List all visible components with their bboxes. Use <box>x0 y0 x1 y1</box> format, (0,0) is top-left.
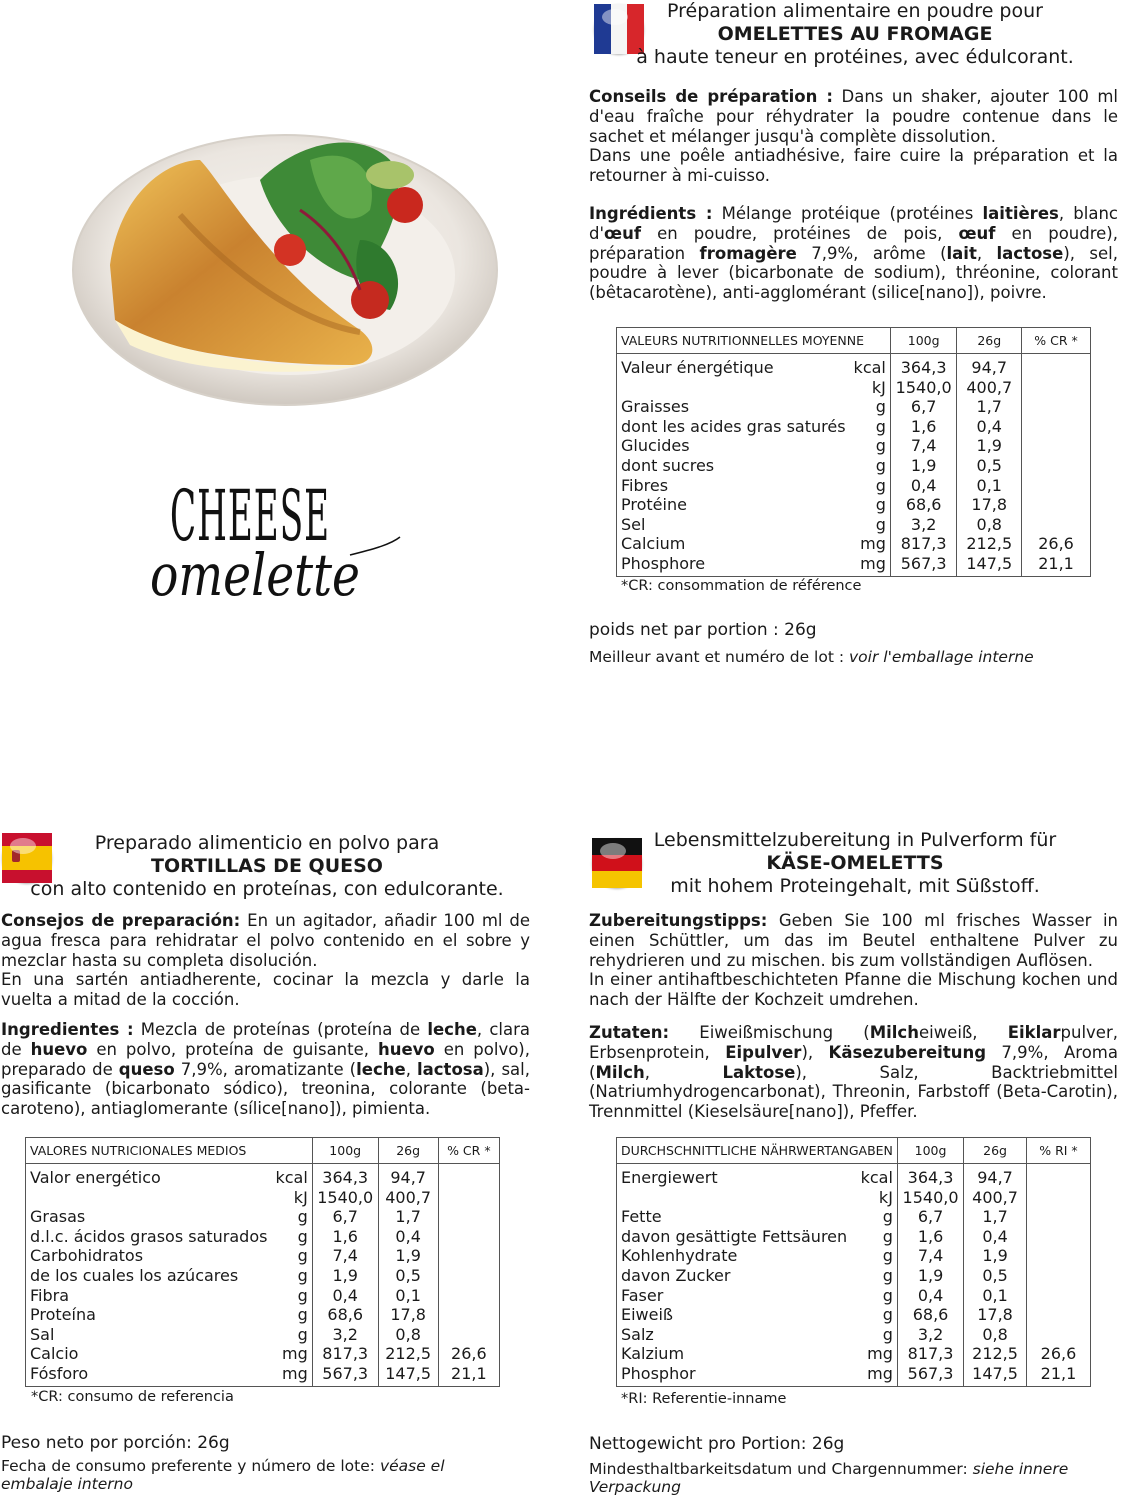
nutrient-unit: g <box>857 1207 898 1227</box>
nutrient-value: 26,6 <box>1022 534 1091 554</box>
allergen-highlight: Eiklar <box>1007 1023 1061 1042</box>
ingredient-text: , <box>405 1059 417 1079</box>
table-row <box>617 534 1091 554</box>
nutrient-name: davon Zucker <box>617 1266 857 1286</box>
nutrient-name: Phosphor <box>617 1364 857 1386</box>
es-best-before: Fecha de consumo preferente y número de lote: véase el embalaje interno <box>1 1457 445 1493</box>
fr-title: Préparation alimentaire en poudre pour OMELETTES AU FROMAGE à haute teneur en protéines, avec édulcorant. <box>636 0 1074 68</box>
nutrient-value: 6,7 <box>897 1207 963 1227</box>
fr-net-weight: poids net par portion : 26g <box>589 620 817 640</box>
ingredient-text: en poudre), préparation <box>589 223 1118 263</box>
table-row <box>26 1227 500 1247</box>
fr-prep-advice: Conseils de préparation : Dans un shaker, ajouter 100 ml d'eau fraîche pour réhydrater la poudre contenue dans le sachet et mélanger jusqu'à complète dissolution. Dans une poêle antiadhésive, faire cuire la préparation et la retourner à mi-cuisso. <box>589 87 1119 186</box>
nutrient-name: Energiewert <box>617 1164 857 1188</box>
table-row <box>617 378 1091 398</box>
nutrient-value: 0,5 <box>957 456 1022 476</box>
nutrient-value <box>1026 1266 1090 1286</box>
nutrient-value <box>1022 476 1091 496</box>
nutrient-value: 0,8 <box>964 1325 1027 1345</box>
es-cr-note: *CR: consumo de referencia <box>31 1389 234 1405</box>
ingredient-text: 7,9%, aromatizante ( <box>174 1059 357 1079</box>
es-prep-advice: Consejos de preparación: En un agitador, añadir 100 ml de agua fresca para rehidratar el polvo contenido en el sobre y mezclar hasta su completa disolución. En una sartén antiadherente, cocinar la mezcla y darle la vuelta a mitad de la cocción. <box>1 911 530 1010</box>
nutrient-value: 68,6 <box>897 1305 963 1325</box>
nutrient-name <box>26 1188 272 1208</box>
table-header-cell: 100g <box>312 1138 378 1164</box>
nutrient-value: 1,9 <box>890 456 957 476</box>
de-ri-note: *RI: Referentie-inname <box>621 1391 787 1407</box>
nutrient-value: 567,3 <box>897 1364 963 1386</box>
ingredient-text: ), sal, gasificante (bicarbonato sódico), treonina, colorante (beta-caroteno), antiaglomerante (sílice[nano]), pimienta. <box>1 1059 530 1119</box>
nutrient-value: 17,8 <box>964 1305 1027 1325</box>
nutrient-value: 21,1 <box>438 1364 499 1386</box>
nutrient-value <box>1026 1286 1090 1306</box>
ingredient-text: Eiweißmischung ( <box>669 1023 870 1042</box>
table-row <box>26 1246 500 1266</box>
nutrient-value: 94,7 <box>957 354 1022 378</box>
nutrient-unit: g <box>850 495 891 515</box>
nutrient-unit: mg <box>850 534 891 554</box>
nutrient-value <box>438 1286 499 1306</box>
table-row <box>617 436 1091 456</box>
allergen-highlight: Milch <box>869 1023 919 1042</box>
nutrient-value: 212,5 <box>964 1344 1027 1364</box>
allergen-highlight: œuf <box>604 223 641 243</box>
table-row <box>617 354 1091 378</box>
nutrient-unit: g <box>857 1227 898 1247</box>
ingredient-text: en polvo), preparado de <box>1 1039 530 1079</box>
nutrient-value: 0,1 <box>964 1286 1027 1306</box>
table-header-cell: VALEURS NUTRITIONNELLES MOYENNE <box>617 328 891 354</box>
nutrient-value <box>1026 1246 1090 1266</box>
ingredient-text: ), Salz, Backtriebmittel (Natriumhydrogencarbonat), Threonin, Farbstoff (Beta-Carotin), Trennmittel (Kieselsäure[nano]), Pfeffer. <box>589 1062 1118 1122</box>
nutrient-value: 817,3 <box>312 1344 378 1364</box>
fr-cr-note: *CR: consommation de référence <box>621 578 862 594</box>
nutrient-name: Kohlenhydrate <box>617 1246 857 1266</box>
table-row <box>617 1207 1091 1227</box>
nutrient-name: Faser <box>617 1286 857 1306</box>
nutrient-value: 26,6 <box>1026 1344 1090 1364</box>
table-row <box>617 1325 1091 1345</box>
nutrient-value: 17,8 <box>378 1305 438 1325</box>
ingredient-text: 7,9%, arôme ( <box>796 243 947 263</box>
table-row <box>617 554 1091 576</box>
nutrient-value <box>1026 1305 1090 1325</box>
nutrient-value <box>1026 1325 1090 1345</box>
nutrient-name <box>617 378 850 398</box>
nutrient-value <box>438 1325 499 1345</box>
nutrient-name: Grasas <box>26 1207 272 1227</box>
table-row <box>26 1207 500 1227</box>
nutrient-value: 0,8 <box>378 1325 438 1345</box>
nutrient-unit: g <box>271 1325 312 1345</box>
nutrient-value: 26,6 <box>438 1344 499 1364</box>
table-row <box>26 1286 500 1306</box>
de-nutrition-table <box>616 1137 1091 1387</box>
nutrient-name: Fósforo <box>26 1364 272 1386</box>
ingredient-text: , clara de <box>1 1020 530 1059</box>
ingredient-text: Mélange protéique (protéines <box>712 204 983 223</box>
nutrient-name: dont les acides gras saturés <box>617 417 850 437</box>
table-row <box>617 1266 1091 1286</box>
nutrient-value: 1540,0 <box>897 1188 963 1208</box>
nutrient-unit: mg <box>271 1364 312 1386</box>
table-row <box>26 1266 500 1286</box>
table-row <box>617 1188 1091 1208</box>
nutrient-value: 1,6 <box>897 1227 963 1247</box>
nutrient-name: Eiweiß <box>617 1305 857 1325</box>
allergen-highlight: Käsezubereitung <box>828 1042 987 1062</box>
ingredient-text: en polvo, proteína de guisante, <box>87 1039 378 1059</box>
nutrient-unit: g <box>850 397 891 417</box>
nutrient-value <box>438 1305 499 1325</box>
de-prep-advice: Zubereitungstipps: Geben Sie 100 ml frisches Wasser in einen Schüttler, um das im Beutel enthaltene Pulver zu rehydrieren und zu mischen. bis zum vollständigen Auflösen. In einer antihaftbeschichteten Pfanne die Mischung kochen und nach der Hälfte der Kochzeit umdrehen. <box>589 911 1118 1010</box>
nutrient-value <box>1022 378 1091 398</box>
nutrient-unit: g <box>271 1246 312 1266</box>
de-best-before: Mindesthaltbarkeitsdatum und Chargennummer: siehe innere Verpackung <box>589 1460 1069 1496</box>
nutrient-value: 6,7 <box>312 1207 378 1227</box>
table-header-cell: 26g <box>964 1138 1027 1164</box>
nutrient-value: 0,4 <box>890 476 957 496</box>
table-row <box>617 1227 1091 1247</box>
nutrient-value <box>438 1246 499 1266</box>
logo-word-cheese: CHEESE <box>170 475 330 557</box>
allergen-highlight: huevo <box>30 1039 88 1059</box>
nutrient-value: 1,6 <box>312 1227 378 1247</box>
nutrient-unit: g <box>857 1305 898 1325</box>
nutrient-unit: mg <box>850 554 891 576</box>
nutrient-value: 7,4 <box>897 1246 963 1266</box>
nutrient-value: 0,8 <box>957 515 1022 535</box>
nutrient-value: 400,7 <box>378 1188 438 1208</box>
table-row <box>617 495 1091 515</box>
nutrient-value: 0,1 <box>378 1286 438 1306</box>
table-header-cell: % RI * <box>1026 1138 1090 1164</box>
nutrient-unit: mg <box>857 1344 898 1364</box>
ingredient-text: eiweiß, <box>918 1023 1008 1042</box>
nutrient-value: 0,4 <box>957 417 1022 437</box>
nutrient-value: 17,8 <box>957 495 1022 515</box>
nutrient-name: Fibres <box>617 476 850 496</box>
nutrient-unit: g <box>271 1207 312 1227</box>
nutrient-value: 21,1 <box>1022 554 1091 576</box>
nutrient-value: 68,6 <box>890 495 957 515</box>
nutrient-value: 6,7 <box>890 397 957 417</box>
ingredient-text: pulver, Erbsenprotein, <box>589 1023 1118 1062</box>
nutrient-value: 1540,0 <box>890 378 957 398</box>
ingredient-text: , <box>976 243 997 263</box>
es-title: Preparado alimenticio en polvo para TORTILLAS DE QUESO con alto contenido en proteínas, con edulcorante. <box>30 832 504 900</box>
nutrient-value: 94,7 <box>964 1164 1027 1188</box>
fr-ingredients: Ingrédients : Mélange protéique (protéines laitières, blanc d'œuf en poudre, protéines de pois, œuf en poudre), préparation fromagère 7,9%, arôme (lait, lactose), sel, poudre à lever (bicarbonate de sodium), thréonine, colorant (bêtacarotène), anti-agglomérant (silice[nano]), poivre. <box>589 204 1118 303</box>
table-header-cell: 100g <box>890 328 957 354</box>
nutrient-value: 817,3 <box>890 534 957 554</box>
nutrient-value: 3,2 <box>312 1325 378 1345</box>
nutrient-name: davon gesättigte Fettsäuren <box>617 1227 857 1247</box>
table-row <box>617 1286 1091 1306</box>
nutrient-value: 1,7 <box>964 1207 1027 1227</box>
table-row <box>26 1364 500 1386</box>
nutrient-value <box>438 1188 499 1208</box>
allergen-highlight: fromagère <box>699 243 797 263</box>
nutrient-value: 0,4 <box>378 1227 438 1247</box>
nutrient-value: 1,9 <box>378 1246 438 1266</box>
ingredient-text: 7,9%, Aroma ( <box>589 1042 1118 1082</box>
nutrient-name: dont sucres <box>617 456 850 476</box>
nutrient-value: 0,4 <box>312 1286 378 1306</box>
nutrient-value: 1,6 <box>890 417 957 437</box>
nutrient-value: 94,7 <box>378 1164 438 1188</box>
nutrient-name: Glucides <box>617 436 850 456</box>
allergen-highlight: Milch <box>595 1062 645 1082</box>
nutrient-unit: g <box>271 1227 312 1247</box>
nutrient-unit: kJ <box>857 1188 898 1208</box>
nutrient-unit: kcal <box>850 354 891 378</box>
nutrient-value <box>1022 397 1091 417</box>
nutrient-value: 212,5 <box>957 534 1022 554</box>
nutrient-value: 68,6 <box>312 1305 378 1325</box>
table-row <box>617 417 1091 437</box>
nutrient-unit: mg <box>271 1344 312 1364</box>
table-header-cell: VALORES NUTRICIONALES MEDIOS <box>26 1138 313 1164</box>
nutrient-unit: kcal <box>271 1164 312 1188</box>
nutrient-value: 1,9 <box>964 1246 1027 1266</box>
nutrient-value <box>1026 1188 1090 1208</box>
table-row <box>26 1325 500 1345</box>
ingredient-text: ), sel, poudre à lever (bicarbonate de sodium), thréonine, colorant (bêtacarotène), anti-agglomérant (silice[nano]), poivre. <box>589 243 1118 303</box>
nutrient-value <box>438 1266 499 1286</box>
nutrient-unit: g <box>850 456 891 476</box>
nutrient-name <box>617 1188 857 1208</box>
nutrient-value: 1,9 <box>897 1266 963 1286</box>
nutrient-value: 817,3 <box>897 1344 963 1364</box>
nutrient-value: 400,7 <box>964 1188 1027 1208</box>
nutrient-name: Salz <box>617 1325 857 1345</box>
nutrient-name: Valeur énergétique <box>617 354 850 378</box>
table-row <box>617 456 1091 476</box>
allergen-highlight: Eipulver <box>725 1042 802 1062</box>
nutrient-value: 1,9 <box>312 1266 378 1286</box>
nutrient-name: de los cuales los azúcares <box>26 1266 272 1286</box>
nutrient-value <box>1022 436 1091 456</box>
table-row <box>617 397 1091 417</box>
nutrient-value: 3,2 <box>890 515 957 535</box>
nutrient-value <box>1022 456 1091 476</box>
nutrient-name: Protéine <box>617 495 850 515</box>
nutrient-value <box>1022 515 1091 535</box>
table-row <box>617 1246 1091 1266</box>
nutrient-unit: g <box>271 1305 312 1325</box>
nutrient-unit: g <box>857 1246 898 1266</box>
nutrient-name: Carbohidratos <box>26 1246 272 1266</box>
nutrient-unit: mg <box>857 1364 898 1386</box>
ingredient-text: en poudre, protéines de pois, <box>641 223 959 243</box>
nutrient-value: 0,4 <box>964 1227 1027 1247</box>
nutrient-name: Calcio <box>26 1344 272 1364</box>
nutrient-value <box>1022 495 1091 515</box>
nutrient-unit: g <box>850 417 891 437</box>
nutrient-value: 147,5 <box>957 554 1022 576</box>
nutrient-value: 212,5 <box>378 1344 438 1364</box>
allergen-highlight: lait <box>946 243 977 263</box>
nutrient-value: 1,7 <box>957 397 1022 417</box>
nutrient-name: Calcium <box>617 534 850 554</box>
de-net-weight: Nettogewicht pro Portion: 26g <box>589 1434 845 1454</box>
allergen-highlight: lactose <box>996 243 1064 263</box>
table-header-cell: 100g <box>897 1138 963 1164</box>
ingredient-text: ), <box>801 1042 829 1062</box>
allergen-highlight: lactosa <box>416 1059 484 1079</box>
table-row <box>26 1305 500 1325</box>
nutrient-value: 147,5 <box>378 1364 438 1386</box>
fr-nutrition-table <box>616 327 1091 577</box>
nutrient-value: 3,2 <box>897 1325 963 1345</box>
ingredient-text: , <box>644 1062 723 1082</box>
allergen-highlight: Laktose <box>722 1062 796 1082</box>
nutrient-name: d.l.c. ácidos grasos saturados <box>26 1227 272 1247</box>
table-row <box>617 1305 1091 1325</box>
table-row <box>617 1364 1091 1386</box>
ingredient-text: Mezcla de proteínas (proteína de <box>133 1020 428 1039</box>
nutrient-unit: g <box>850 476 891 496</box>
nutrient-unit: g <box>850 436 891 456</box>
es-net-weight: Peso neto por porción: 26g <box>1 1433 230 1453</box>
allergen-highlight: œuf <box>958 223 996 243</box>
nutrient-value: 364,3 <box>312 1164 378 1188</box>
nutrient-value: 0,4 <box>897 1286 963 1306</box>
nutrient-value <box>1026 1164 1090 1188</box>
nutrient-value: 0,5 <box>964 1266 1027 1286</box>
nutrient-value: 567,3 <box>312 1364 378 1386</box>
de-ingredients: Zutaten: Eiweißmischung (Milcheiweiß, Eiklarpulver, Erbsenprotein, Eipulver), Käsezubereitung 7,9%, Aroma (Milch, Laktose), Salz, Backtriebmittel (Natriumhydrogencarbonat), Threonin, Farbstoff (Beta-Carotin), Trennmittel (Kieselsäure[nano]), Pfeffer. <box>589 1023 1118 1122</box>
nutrient-name: Sel <box>617 515 850 535</box>
nutrient-name: Fette <box>617 1207 857 1227</box>
nutrient-unit: g <box>271 1266 312 1286</box>
nutrient-unit: g <box>857 1325 898 1345</box>
nutrient-value <box>438 1164 499 1188</box>
allergen-highlight: leche <box>356 1059 406 1079</box>
nutrient-name: Fibra <box>26 1286 272 1306</box>
nutrient-value: 0,1 <box>957 476 1022 496</box>
es-ingredients: Ingredientes : Mezcla de proteínas (proteína de leche, clara de huevo en polvo, proteína de guisante, huevo en polvo), preparado de queso 7,9%, aromatizante (leche, lactosa), sal, gasificante (bicarbonato sódico), treonina, colorante (beta-caroteno), antiaglomerante (sílice[nano]), pimienta. <box>1 1020 530 1119</box>
nutrient-name: Valor energético <box>26 1164 272 1188</box>
nutrient-name: Proteína <box>26 1305 272 1325</box>
nutrient-name: Kalzium <box>617 1344 857 1364</box>
nutrient-value: 364,3 <box>897 1164 963 1188</box>
nutrient-value: 21,1 <box>1026 1364 1090 1386</box>
nutrient-unit: g <box>857 1266 898 1286</box>
table-header-cell: % CR * <box>438 1138 499 1164</box>
allergen-highlight: huevo <box>377 1039 435 1059</box>
nutrient-value <box>1022 417 1091 437</box>
allergen-highlight: leche <box>427 1020 477 1039</box>
nutrient-value <box>438 1227 499 1247</box>
nutrient-value: 364,3 <box>890 354 957 378</box>
nutrient-value: 1,9 <box>957 436 1022 456</box>
nutrient-unit: g <box>271 1286 312 1306</box>
nutrient-value: 7,4 <box>312 1246 378 1266</box>
allergen-highlight: laitières <box>982 204 1059 223</box>
table-row <box>26 1344 500 1364</box>
cheese-omelette-logo <box>145 455 405 615</box>
logo-word-omelette: omelette <box>150 541 360 609</box>
nutrient-value: 1540,0 <box>312 1188 378 1208</box>
table-row <box>617 515 1091 535</box>
table-header-cell: 26g <box>957 328 1022 354</box>
nutrient-value: 400,7 <box>957 378 1022 398</box>
table-header-cell: % CR * <box>1022 328 1091 354</box>
ingredient-text: , blanc d' <box>589 204 1118 243</box>
nutrient-value <box>1026 1227 1090 1247</box>
table-row <box>26 1164 500 1188</box>
nutrient-value: 1,7 <box>378 1207 438 1227</box>
nutrient-name: Sal <box>26 1325 272 1345</box>
de-title: Lebensmittelzubereitung in Pulverform für KÄSE-OMELETTS mit hohem Proteingehalt, mit Süßstoff. <box>653 829 1057 897</box>
table-row <box>617 476 1091 496</box>
nutrient-name: Phosphore <box>617 554 850 576</box>
table-header-cell: DURCHSCHNITTLICHE NÄHRWERTANGABEN <box>617 1138 898 1164</box>
allergen-highlight: queso <box>118 1059 175 1079</box>
nutrient-value <box>1026 1207 1090 1227</box>
table-row <box>617 1164 1091 1188</box>
nutrient-value: 147,5 <box>964 1364 1027 1386</box>
omelette-plate-image <box>60 120 510 410</box>
nutrient-unit: kJ <box>271 1188 312 1208</box>
table-row <box>26 1188 500 1208</box>
nutrient-value <box>438 1207 499 1227</box>
fr-best-before: Meilleur avant et numéro de lot : voir l'emballage interne <box>589 648 1034 666</box>
nutrient-unit: g <box>857 1286 898 1306</box>
table-header-cell: 26g <box>378 1138 438 1164</box>
nutrient-unit: kJ <box>850 378 891 398</box>
table-row <box>617 1344 1091 1364</box>
nutrient-value: 567,3 <box>890 554 957 576</box>
nutrient-value <box>1022 354 1091 378</box>
es-nutrition-table <box>25 1137 500 1387</box>
nutrient-value: 0,5 <box>378 1266 438 1286</box>
nutrient-value: 7,4 <box>890 436 957 456</box>
nutrient-name: Graisses <box>617 397 850 417</box>
nutrient-unit: g <box>850 515 891 535</box>
nutrient-unit: kcal <box>857 1164 898 1188</box>
